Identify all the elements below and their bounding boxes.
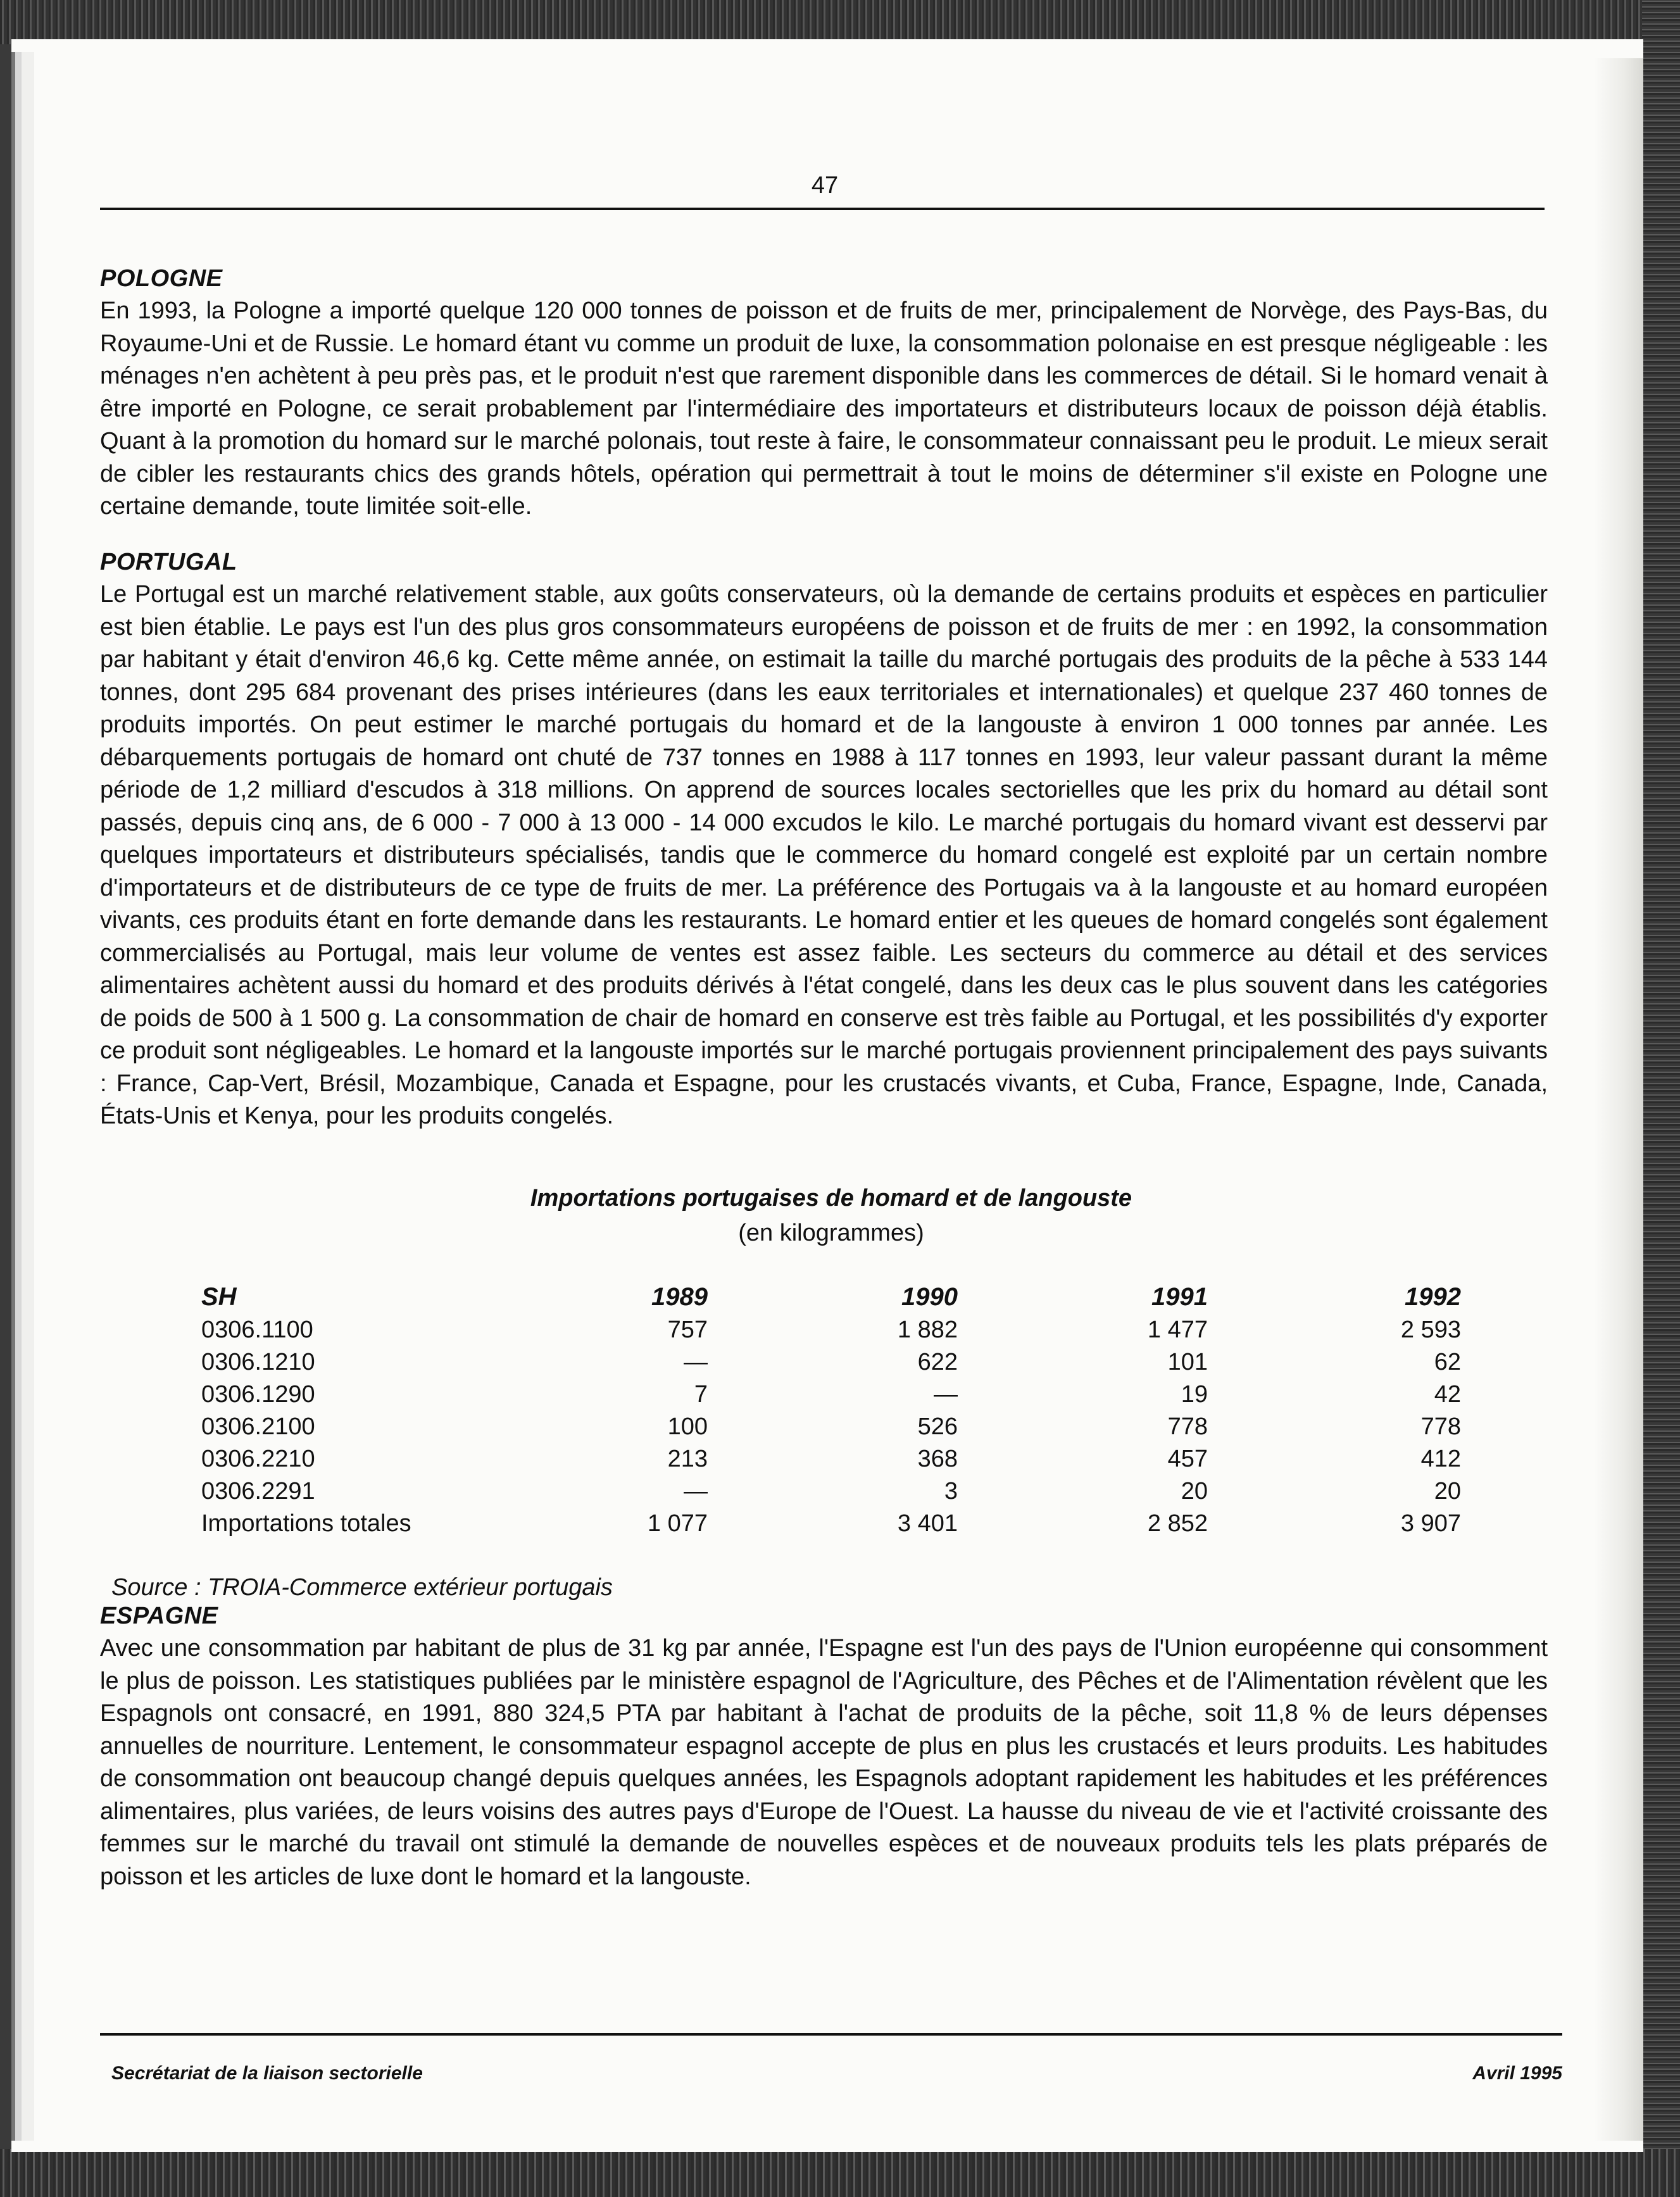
- column-header-1990: 1990: [901, 1282, 958, 1311]
- table-cell: 2 852: [1147, 1510, 1208, 1537]
- table-cell: 526: [917, 1413, 958, 1440]
- scan-border-right: [1642, 0, 1680, 2197]
- paragraph-pologne: En 1993, la Pologne a importé quelque 120 000 tonnes de poisson et de fruits de mer, principalement de Norvège, des Pays-Bas, du Royaume-Uni et de Russie. Le homard étant vu comme un produit de luxe, la consommation polonaise en est presque négligeable : les ménages n'en achètent à peu près pas, et le produit n'est que rarement disponible dans les commerces de détail. Si le homard venait à être importé en Pologne, ce serait probablement par l'intermédiaire des importateurs et distributeurs locaux de poisson déjà établis. Quant à la promotion du homard sur le marché polonais, tout reste à faire, le consommateur connaissant peu le produit. Le mieux serait de cibler les restaurants chics des grands hôtels, opération qui permettrait à tout le moins de déterminer s'il existe en Pologne une certaine demande, toute limitée soit-elle.: [100, 297, 1548, 520]
- table-title: Importations portugaises de homard et de langouste: [530, 1185, 1132, 1211]
- table-cell: 368: [917, 1446, 958, 1472]
- page-number: 47: [811, 172, 839, 199]
- table-subtitle: (en kilogrammes): [738, 1220, 924, 1246]
- table-cell: 2 593: [1400, 1317, 1461, 1343]
- table-row: [201, 1411, 1461, 1443]
- table-row: [201, 1443, 1461, 1475]
- header-rule: [100, 208, 1545, 210]
- footer-organization: Secrétariat de la liaison sectorielle: [111, 2063, 423, 2084]
- table-cell: —: [934, 1381, 958, 1408]
- column-header-1992: 1992: [1405, 1282, 1461, 1311]
- column-header-1991: 1991: [1151, 1282, 1208, 1311]
- column-header-sh: SH: [201, 1282, 237, 1311]
- scan-border-bottom: [0, 2149, 1680, 2197]
- table-row: [201, 1475, 1461, 1508]
- section-title-pologne: POLOGNE: [100, 265, 223, 292]
- imports-table: [201, 1280, 1461, 1540]
- table-cell: 412: [1420, 1446, 1461, 1472]
- table-cell: 20: [1181, 1478, 1208, 1505]
- binding-edge: [11, 52, 44, 2141]
- table-cell: 778: [1167, 1413, 1208, 1440]
- table-cell: 3 907: [1400, 1510, 1461, 1537]
- table-cell-code: 0306.2291: [201, 1478, 315, 1505]
- table-cell: 1 077: [647, 1510, 708, 1537]
- table-row-total: [201, 1508, 1461, 1540]
- table-row: [201, 1379, 1461, 1411]
- table-cell: —: [684, 1349, 708, 1375]
- table-cell: 757: [667, 1317, 708, 1343]
- table-cell: —: [684, 1478, 708, 1505]
- table-cell: 1 477: [1147, 1317, 1208, 1343]
- table-cell: 20: [1434, 1478, 1461, 1505]
- footer-date: Avril 1995: [1472, 2063, 1562, 2084]
- table-cell: 213: [667, 1446, 708, 1472]
- table-cell-code: 0306.2210: [201, 1446, 315, 1472]
- table-cell: 622: [917, 1349, 958, 1375]
- table-header-row: [201, 1280, 1461, 1314]
- table-cell: 100: [667, 1413, 708, 1440]
- table-cell-code: 0306.1210: [201, 1349, 315, 1375]
- table-cell: 7: [694, 1381, 708, 1408]
- table-cell: 1 882: [897, 1317, 958, 1343]
- table-cell-code: 0306.2100: [201, 1413, 315, 1440]
- scan-border-top: [0, 0, 1680, 44]
- page-edge-shadow: [1594, 58, 1643, 2141]
- table-row: [201, 1314, 1461, 1346]
- table-cell: 778: [1420, 1413, 1461, 1440]
- section-title-portugal: PORTUGAL: [100, 549, 237, 575]
- table-cell-code: Importations totales: [201, 1510, 411, 1537]
- table-cell: 101: [1167, 1349, 1208, 1375]
- table-cell: 19: [1181, 1381, 1208, 1408]
- section-title-espagne: ESPAGNE: [100, 1603, 218, 1629]
- table-row: [201, 1346, 1461, 1379]
- table-cell: 3 401: [897, 1510, 958, 1537]
- table-source: Source : TROIA-Commerce extérieur portugais: [111, 1574, 613, 1601]
- table-cell-code: 0306.1100: [201, 1317, 313, 1343]
- table-cell: 62: [1434, 1349, 1461, 1375]
- table-cell: 3: [944, 1478, 958, 1505]
- paragraph-portugal: Le Portugal est un marché relativement stable, aux goûts conservateurs, où la demande de certains produits et espèces en particulier est bien établie. Le pays est l'un des plus gros consommateurs européens de poisson et de fruits de mer : en 1992, la consommation par habitant y était d'environ 46,6 kg. Cette même année, on estimait la taille du marché portugais des produits de la pêche à 533 144 tonnes, dont 295 684 provenant des prises intérieures (dans les eaux territoriales et internationales) et quelque 237 460 tonnes de produits importés. On peut estimer le marché portugais du homard et de la langouste à environ 1 000 tonnes par année. Les débarquements portugais de homard ont chuté de 737 tonnes en 1988 à 117 tonnes en 1993, leur valeur passant durant la même période de 1,2 milliard d'escudos à 318 millions. On apprend de sources locales sectorielles que les prix du homard au détail sont passés, depuis cinq ans, de 6 000 - 7 000 à 13 000 - 14 000 excudos le kilo. Le marché portugais du homard vivant est desservi par quelques importateurs et distributeurs spécialisés, tandis que le commerce du homard congelé est exploité par un certain nombre d'importateurs et de distributeurs de ce type de fruits de mer. La préférence des Portugais va à la langouste et au homard européen vivants, ces produits étant en forte demande dans les restaurants. Le homard entier et les queues de homard congelés sont également commercialisés au Portugal, mais leur volume de ventes est assez faible. Les secteurs du commerce au détail et des services alimentaires achètent aussi du homard et des produits dérivés à l'état congelé, dans les deux cas le plus souvent dans les catégories de poids de 500 à 1 500 g. La consommation de chair de homard en conserve est très faible au Portugal, et les possibilités d'y exporter ce produit sont négligeables. Le homard et la langouste importés sur le marché portugais proviennent principalement des pays suivants : France, Cap-Vert, Brésil, Mozambique, Canada et Espagne, pour les crustacés vivants, et Cuba, France, Espagne, Inde, Canada, États-Unis et Kenya, pour les produits congelés.: [100, 581, 1548, 1129]
- table-cell: 42: [1434, 1381, 1461, 1408]
- paragraph-espagne: Avec une consommation par habitant de plus de 31 kg par année, l'Espagne est l'un des pays de l'Union européenne qui consomment le plus de poisson. Les statistiques publiées par le ministère espagnol de l'Agriculture, des Pêches et de l'Alimentation révèlent que les Espagnols ont consacré, en 1991, 880 324,5 PTA par habitant à l'achat de produits de la pêche, soit 11,8 % de leurs dépenses annuelles de nourriture. Lentement, le consommateur espagnol accepte de plus en plus les crustacés et leurs produits. Les habitudes de consommation ont beaucoup changé depuis quelques années, les Espagnols adoptant rapidement les habitudes et les préférences alimentaires, plus variées, de leurs voisins des autres pays d'Europe de l'Ouest. La hausse du niveau de vie et l'activité croissante des femmes sur le marché du travail ont stimulé la demande de nouvelles espèces et de nouveaux produits tels les plats préparés de poisson et les articles de luxe dont le homard et la langouste.: [100, 1635, 1548, 1890]
- footer-rule: [100, 2033, 1562, 2036]
- document-page: [11, 39, 1643, 2152]
- column-header-1989: 1989: [651, 1282, 708, 1311]
- table-cell-code: 0306.1290: [201, 1381, 315, 1408]
- table-cell: 457: [1167, 1446, 1208, 1472]
